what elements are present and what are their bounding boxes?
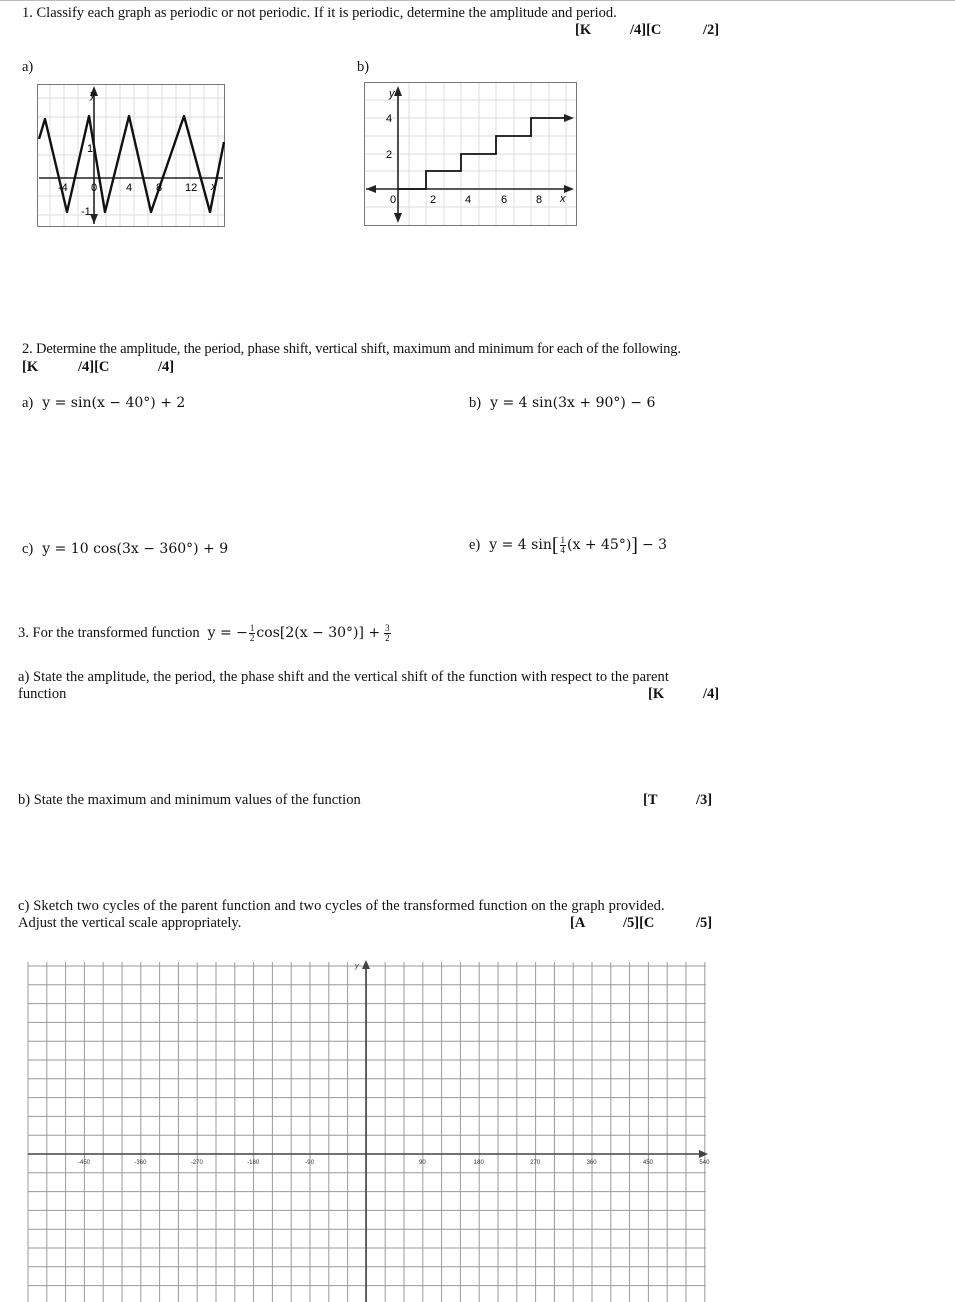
q1-mark-kc: /4][C <box>630 22 662 38</box>
q3-frac2-num: 3 <box>385 623 390 633</box>
q2-e-fraction <box>560 536 567 555</box>
q2-e-prefix: y = 4 sin <box>489 537 552 554</box>
q3-prompt <box>18 624 392 643</box>
q3a-prompt-line2: function <box>18 686 67 702</box>
q3-frac1-den: 2 <box>249 633 255 643</box>
q2-mark-k: [K <box>22 359 39 375</box>
graph-a-tick-8: 8 <box>156 182 163 194</box>
graph-b-x-label: x <box>560 193 566 205</box>
q3c-mark-c: /5] <box>696 915 713 931</box>
x-tick-label: -90 <box>305 1160 314 1166</box>
q3a-mark-k: [K <box>648 686 665 702</box>
x-tick-label: 450 <box>642 1160 654 1166</box>
sketch-y-label: y <box>355 963 359 970</box>
sketch-y-arrow <box>362 960 370 969</box>
graph-b <box>364 82 577 226</box>
graph-b-ytick-2: 2 <box>386 149 393 161</box>
q1-mark-c: /2] <box>703 22 720 38</box>
graph-a-tick-neg4: -4 <box>58 182 68 194</box>
q2-part-b <box>469 394 655 412</box>
q2-e-inner: (x + 45°) <box>567 537 632 554</box>
q3-fraction-1 <box>249 624 256 643</box>
graph-a-tick-0: 0 <box>91 182 98 194</box>
q3-eq-mid: cos[2(x − 30°)] + <box>256 625 381 642</box>
graph-a-ytick-neg1: -1 <box>81 206 91 218</box>
graph-a <box>37 84 225 227</box>
x-tick-label: -450 <box>77 1160 91 1166</box>
q2-b-equation: y = 4 sin(3x + 90°) − 6 <box>490 395 656 411</box>
x-tick-label: -180 <box>247 1160 260 1166</box>
graph-b-tick-6: 6 <box>501 194 508 206</box>
q3a-mark-total: /4] <box>703 686 720 702</box>
q3-fraction-2 <box>384 624 391 643</box>
q3c-prompt-line1: c) Sketch two cycles of the parent function and two cycles of the transformed function on the graph provided. <box>18 898 665 914</box>
q3-eq-prefix: y = − <box>207 625 248 642</box>
q3c-prompt-line2: Adjust the vertical scale appropriately. <box>18 915 242 931</box>
q2-prompt: 2. Determine the amplitude, the period, phase shift, vertical shift, maximum and minimum for each of the following. <box>22 341 681 357</box>
q2-a-label: a) <box>22 395 34 411</box>
q1-graph-a-label: a) <box>22 59 34 75</box>
q2-e-frac-num: 1 <box>560 535 566 545</box>
q2-e-frac-den: 4 <box>560 545 566 555</box>
graph-a-tick-4: 4 <box>126 182 133 194</box>
sketch-gridlines <box>28 962 706 1302</box>
x-tick-label: 360 <box>586 1160 597 1166</box>
q3b-mark-total: /3] <box>696 792 713 808</box>
x-tick-label: -360 <box>134 1160 147 1166</box>
graph-b-tick-8: 8 <box>536 194 543 206</box>
x-tick-label: 180 <box>473 1160 484 1166</box>
graph-a-x-label: x <box>211 181 217 193</box>
graph-a-y-label: y <box>90 89 96 101</box>
q1-prompt: 1. Classify each graph as periodic or not periodic. If it is periodic, determine the amplitude and period. <box>22 5 617 21</box>
q3-frac2-den: 2 <box>385 633 390 643</box>
sketch-grid[interactable] <box>0 950 955 1302</box>
q1-graph-b-label: b) <box>357 59 370 75</box>
x-tick-label: -270 <box>190 1160 203 1166</box>
q2-e-bracket-close: ] <box>631 534 638 557</box>
q3c-mark-ac: /5][C <box>623 915 655 931</box>
q2-c-equation: y = 10 cos(3x − 360°) + 9 <box>42 541 229 557</box>
q3-frac1-num: 1 <box>249 623 255 633</box>
q2-mark-c: /4] <box>158 359 175 375</box>
q3c-mark-a: [A <box>570 915 586 931</box>
q2-a-equation: y = sin(x − 40°) + 2 <box>42 395 186 411</box>
q3b-mark-t: [T <box>643 792 658 808</box>
q2-c-label: c) <box>22 541 34 557</box>
x-tick-label: 540 <box>699 1160 710 1166</box>
top-rule <box>0 0 955 1</box>
x-tick-label: 270 <box>530 1160 541 1166</box>
graph-b-tick-0: 0 <box>390 194 397 206</box>
graph-b-tick-4: 4 <box>465 194 472 206</box>
q2-e-suffix: − 3 <box>641 537 668 554</box>
q2-b-label: b) <box>469 395 482 411</box>
q2-mark-kc: /4][C <box>78 359 110 375</box>
q3a-prompt-line1: a) State the amplitude, the period, the phase shift and the vertical shift of the function with respect to the parent <box>18 669 669 685</box>
graph-a-tick-12: 12 <box>185 182 198 194</box>
q3b-prompt: b) State the maximum and minimum values of the function <box>18 792 361 808</box>
q2-part-c <box>22 540 228 558</box>
sketch-x-tick-labels <box>78 1160 710 1166</box>
x-tick-label: 90 <box>419 1160 426 1166</box>
q2-part-a <box>22 394 185 412</box>
sketch-x-arrow <box>699 1150 708 1158</box>
q3-text: 3. For the transformed function <box>18 625 200 642</box>
q2-e-bracket-open: [ <box>551 534 559 557</box>
graph-b-y-label: y <box>389 88 395 100</box>
q2-e-label: e) <box>469 537 481 554</box>
q2-part-e <box>469 536 667 555</box>
graph-b-tick-2: 2 <box>430 194 437 206</box>
q1-mark-k: [K <box>575 22 592 38</box>
graph-b-ytick-4: 4 <box>386 113 393 125</box>
graph-a-ytick-1: 1 <box>87 143 94 155</box>
